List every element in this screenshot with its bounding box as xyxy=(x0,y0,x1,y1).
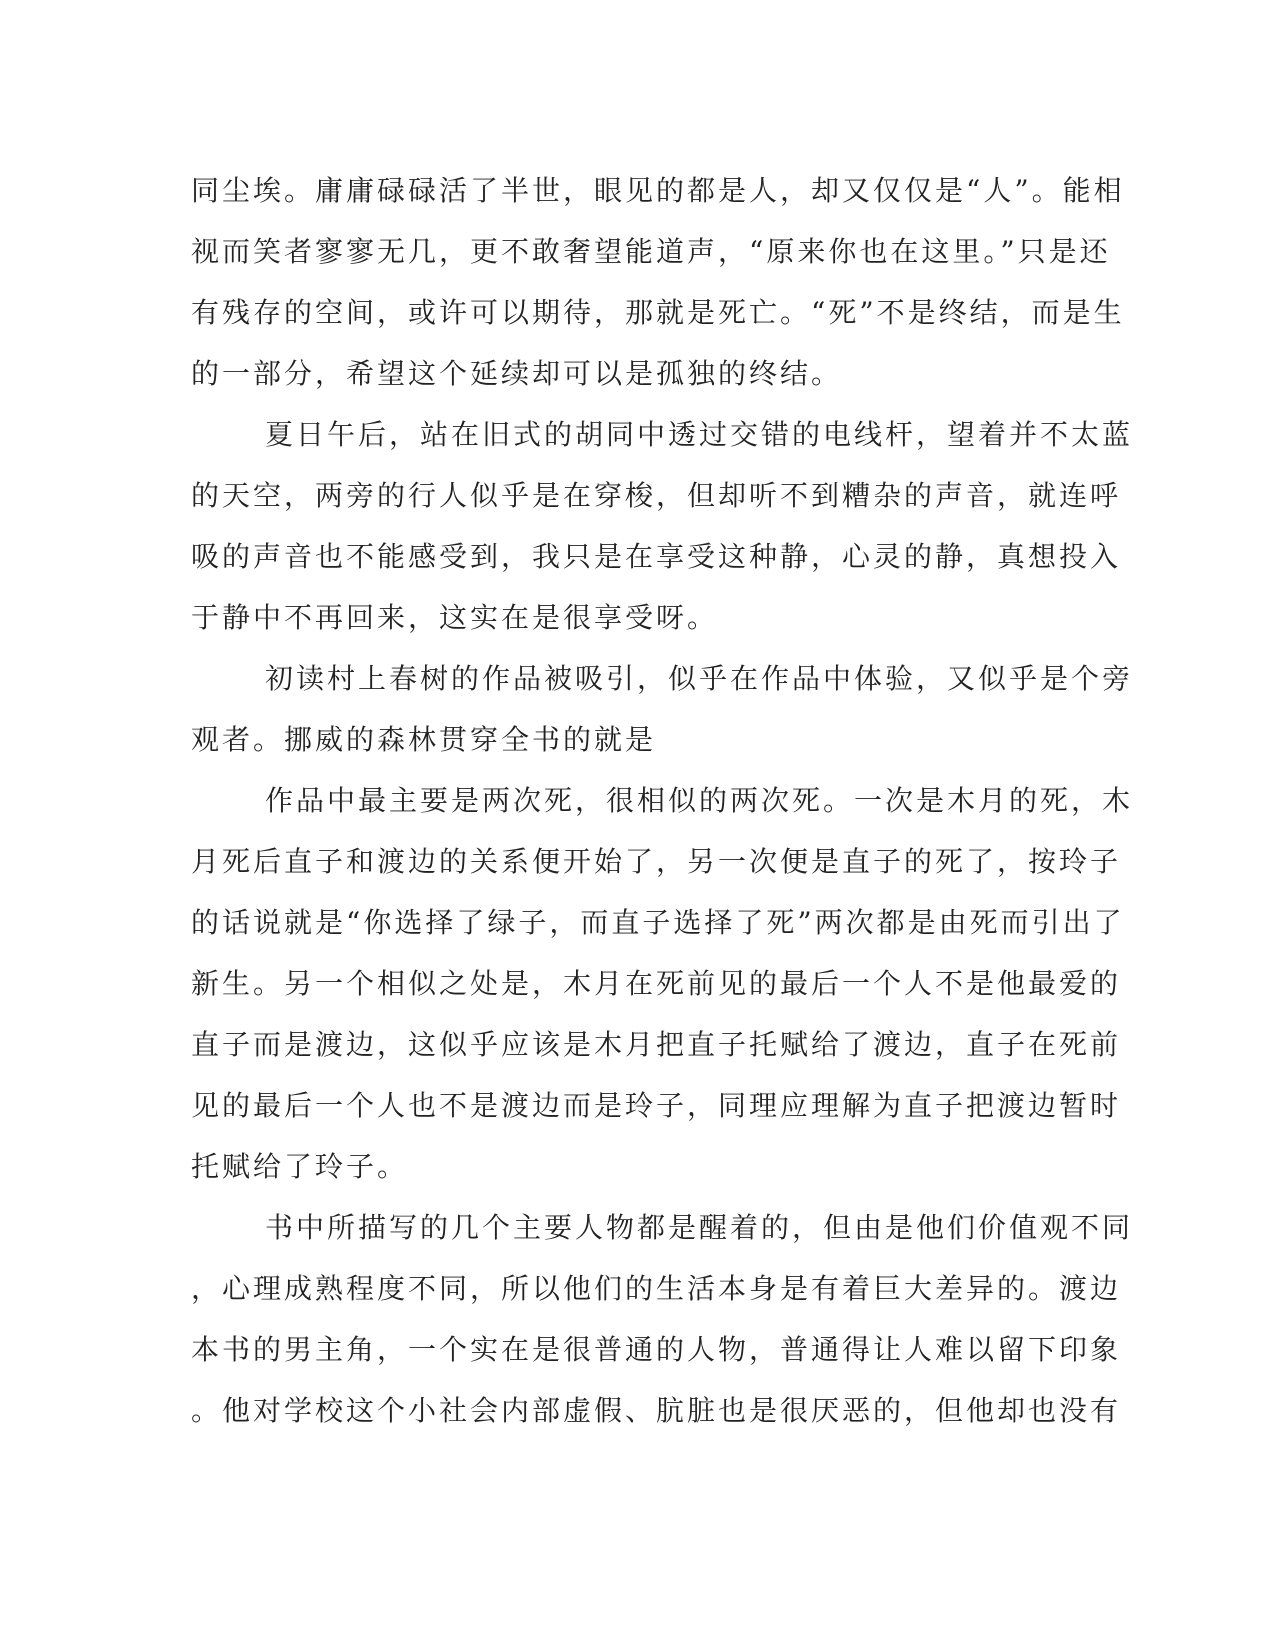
text-line: 见的最后一个人也不是渡边而是玲子，同理应理解为直子把渡边暂时 xyxy=(191,1089,1122,1122)
body-text xyxy=(191,160,1134,1441)
text-line: 新生。另一个相似之处是，木月在死前见的最后一个人不是他最爱的 xyxy=(191,967,1122,1000)
text-line: 观者。挪威的森林贯穿全书的就是 xyxy=(191,723,657,756)
text-line: 吸的声音也不能感受到，我只是在享受这种静，心灵的静，真想投入 xyxy=(191,540,1122,573)
paragraph-first-line: 书中所描写的几个主要人物都是醒着的，但由是他们价值观不同 xyxy=(265,1211,1134,1244)
paragraph-first-line: 夏日午后，站在旧式的胡同中透过交错的电线杆，望着并不太蓝 xyxy=(265,418,1134,451)
text-line: 月死后直子和渡边的关系便开始了，另一次便是直子的死了，按玲子 xyxy=(191,845,1122,878)
text-line: 本书的男主角，一个实在是很普通的人物，普通得让人难以留下印象 xyxy=(191,1333,1122,1366)
paragraph-first-line: 初读村上春树的作品被吸引，似乎在作品中体验，又似乎是个旁 xyxy=(265,662,1134,695)
text-line: 托赋给了玲子。 xyxy=(191,1150,409,1183)
paragraph-first-line: 作品中最主要是两次死，很相似的两次死。一次是木月的死，木 xyxy=(265,784,1134,817)
text-line: 同尘埃。庸庸碌碌活了半世，眼见的都是人，却又仅仅是“人”。能相 xyxy=(191,174,1125,207)
text-line: 的一部分，希望这个延续却可以是孤独的终结。 xyxy=(191,357,843,390)
text-line: 视而笑者寥寥无几，更不敢奢望能道声，“原来你也在这里。”只是还 xyxy=(191,235,1111,268)
text-line: ，心理成熟程度不同，所以他们的生活本身是有着巨大差异的。渡边 xyxy=(191,1272,1122,1305)
text-line: 有残存的空间，或许可以期待，那就是死亡。“死”不是终结，而是生 xyxy=(191,296,1125,329)
text-line: 于静中不再回来，这实在是很享受呀。 xyxy=(191,601,719,634)
text-line: 。他对学校这个小社会内部虚假、肮脏也是很厌恶的，但他却也没有 xyxy=(191,1394,1122,1427)
text-line: 直子而是渡边，这似乎应该是木月把直子托赋给了渡边，直子在死前 xyxy=(191,1028,1122,1061)
text-line: 的话说就是“你选择了绿子，而直子选择了死”两次都是由死而引出了 xyxy=(191,906,1125,939)
text-line: 的天空，两旁的行人似乎是在穿梭，但却听不到糟杂的声音，就连呼 xyxy=(191,479,1122,512)
